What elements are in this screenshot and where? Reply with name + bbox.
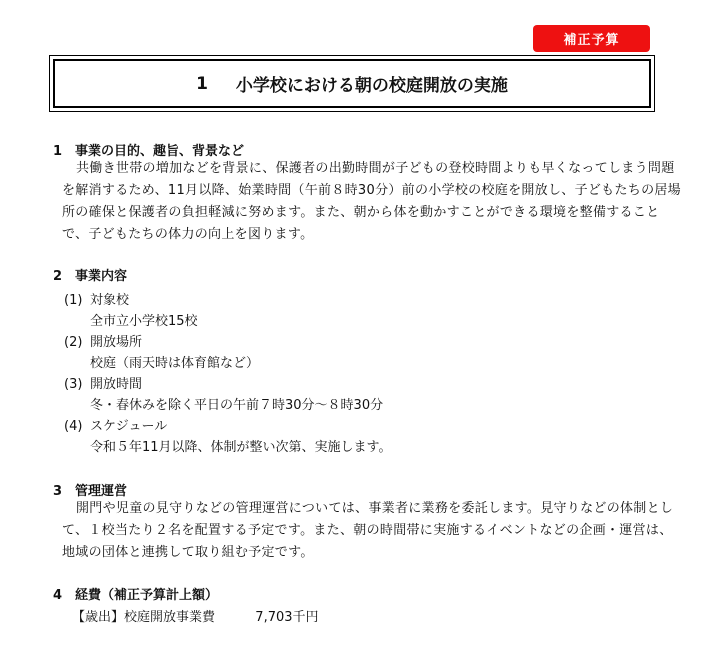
section-number: 1 bbox=[53, 144, 63, 159]
section-title: 事業の目的、趣旨、背景など bbox=[75, 144, 245, 159]
page-title bbox=[53, 59, 651, 108]
section-title: 経費（補正予算計上額） bbox=[75, 588, 219, 603]
sub-item-number: (1) bbox=[64, 293, 83, 308]
section-heading-purpose bbox=[53, 140, 244, 159]
section-number: 2 bbox=[53, 269, 63, 284]
title-number: 1 bbox=[196, 73, 208, 94]
sub-item-value: 校庭（雨天時は体育館など） bbox=[90, 356, 260, 371]
sub-item-title: 対象校 bbox=[90, 293, 130, 308]
sub-item-value: 冬・春休みを除く平日の午前７時30分～８時30分 bbox=[90, 398, 384, 413]
sub-item-number: (3) bbox=[64, 377, 83, 392]
sub-item-value: 令和５年11月以降、体制が整い次第、実施します。 bbox=[90, 440, 392, 455]
section-paragraph-purpose: 共働き世帯の増加などを背景に、保護者の出勤時間が子どもの登校時間よりも早くなってしまう問題を解消するため、11月以降、始業時間（午前８時30分）前の小学校の校庭を開放し、子どもたちの居場所の確保と保護者の負担軽減に努めます。また、朝から体を動かすことができる環境を整備することで、子どもたちの体力の向上を図ります。 bbox=[62, 161, 681, 242]
section-heading-content bbox=[53, 265, 127, 284]
sub-item-number: (2) bbox=[64, 335, 83, 350]
title-box bbox=[49, 55, 655, 112]
section-number: 3 bbox=[53, 484, 63, 499]
section-paragraph-management: 開門や児童の見守りなどの管理運営については、事業者に業務を委託します。見守りなどの体制として、１校当たり２名を配置する予定です。また、朝の時間帯に実施するイベントなどの企画・運営は、地域の団体と連携して取り組む予定です。 bbox=[62, 501, 674, 560]
expense-value: 7,703千円 bbox=[255, 610, 319, 625]
budget-badge: 補正予算 bbox=[533, 25, 650, 52]
sub-item-value: 全市立小学校15校 bbox=[90, 314, 198, 329]
sub-item-number: (4) bbox=[64, 419, 83, 434]
sub-item-label bbox=[64, 415, 167, 434]
sub-item-label bbox=[64, 289, 129, 308]
sub-item-label bbox=[64, 331, 142, 350]
section-heading-management bbox=[53, 480, 127, 499]
section-number: 4 bbox=[53, 588, 63, 603]
expense-line bbox=[72, 606, 319, 625]
title-text: 小学校における朝の校庭開放の実施 bbox=[235, 76, 508, 96]
sub-item-title: 開放場所 bbox=[90, 335, 143, 350]
sub-item-label bbox=[64, 373, 142, 392]
section-title: 管理運営 bbox=[75, 484, 128, 499]
expense-label: 【歳出】校庭開放事業費 bbox=[72, 610, 216, 625]
sub-item-title: 開放時間 bbox=[90, 377, 143, 392]
sub-item-title: スケジュール bbox=[90, 419, 168, 434]
section-title: 事業内容 bbox=[75, 269, 128, 284]
section-heading-expense bbox=[53, 584, 218, 603]
